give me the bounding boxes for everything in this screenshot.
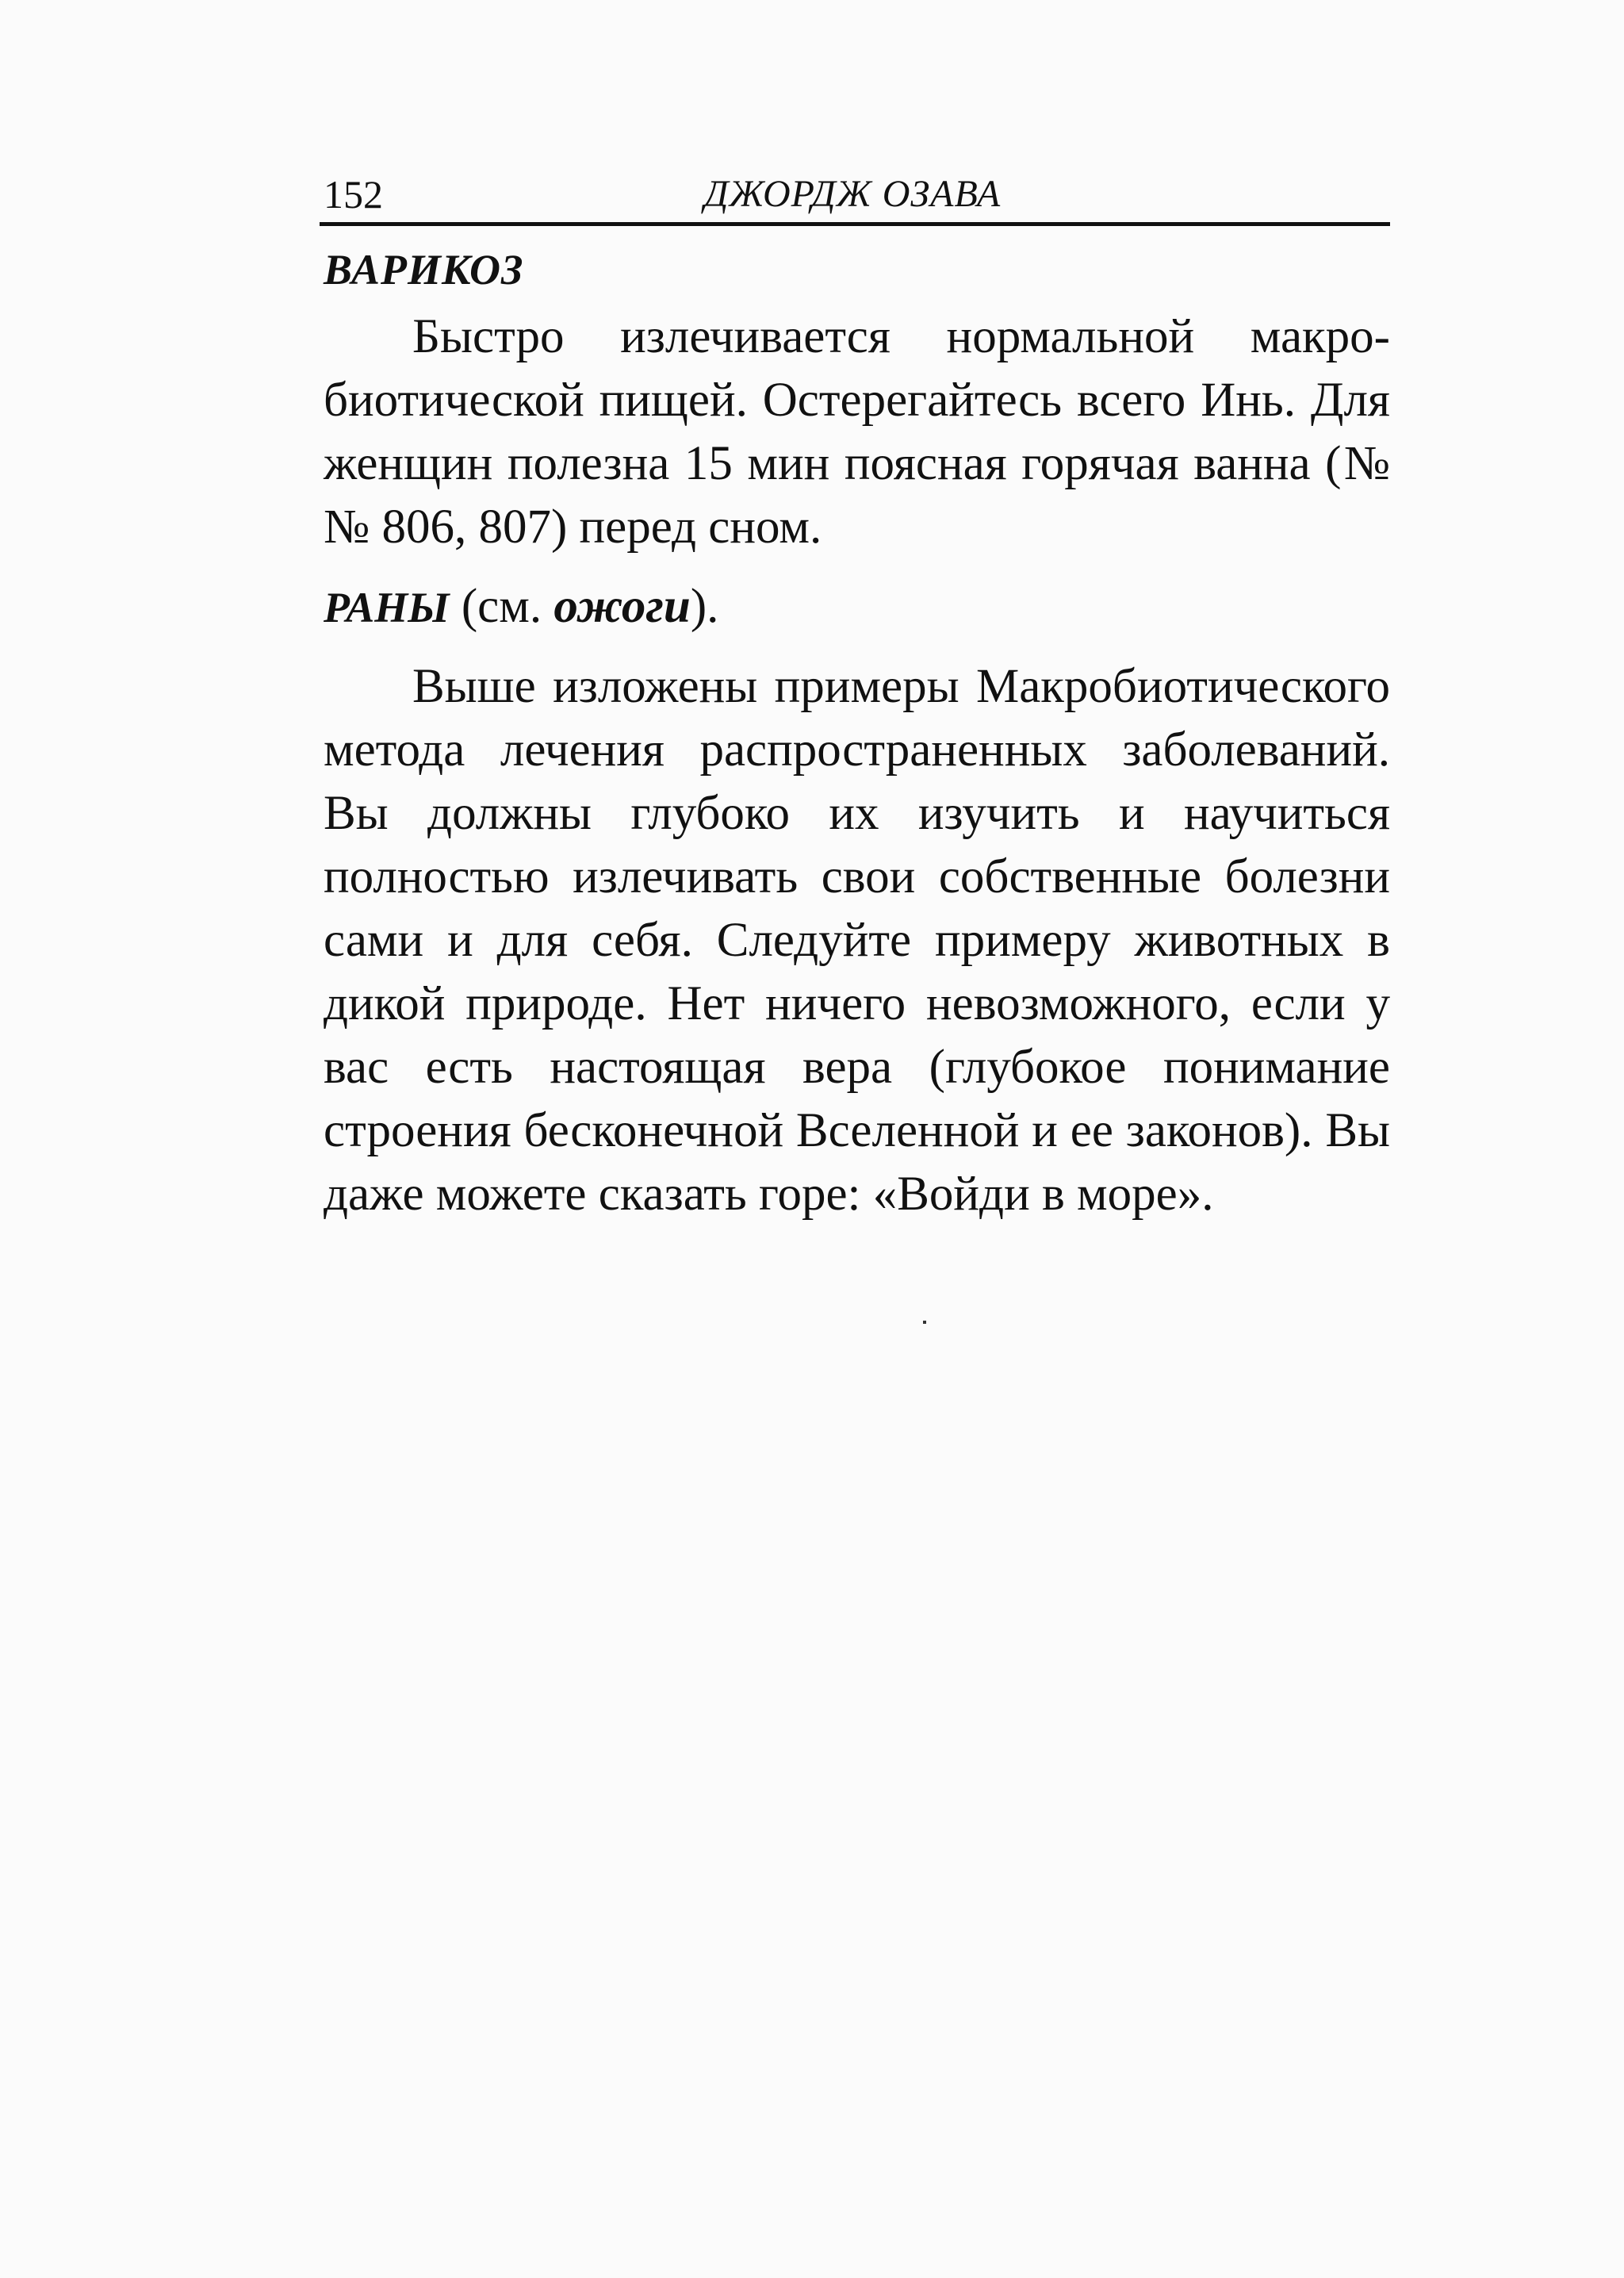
running-header (324, 163, 1390, 226)
cross-reference-wounds (324, 575, 1390, 639)
print-speck (923, 1321, 926, 1324)
section-heading-varicose: ВАРИКОЗ (324, 246, 524, 293)
section-heading-wounds: РАНЫ (324, 584, 450, 631)
reference-target: ожоги (553, 580, 691, 633)
running-title: ДЖОРДЖ ОЗАВА (704, 173, 1002, 215)
header-rule (320, 222, 1390, 226)
page-content (324, 238, 1390, 1226)
page-number: 152 (324, 172, 383, 217)
paragraph-varicose: Быстро излечивается нормальной макробиотической пищей. Остерегайтесь всего Инь. Для женщин полезна 15 мин поясная горячая ванна (№№ 806, 807) перед сном. (324, 310, 1390, 554)
reference-prefix: (см. (449, 580, 554, 633)
paragraph-conclusion: Выше изложены примеры Макробиотического метода лечения распространенных заболеваний. Вы должны глубоко их изучить и научиться полностью излечивать свои собственные болезни сами и для себя. Следуйте примеру животных в дикой природе. Нет ничего невозможного, если у вас есть настоящая вера (глубокое понимание строения бесконечной Вселенной и ее законов). Вы даже можете сказать горе: «Войди в море». (324, 660, 1390, 1221)
reference-suffix: ). (690, 580, 719, 633)
